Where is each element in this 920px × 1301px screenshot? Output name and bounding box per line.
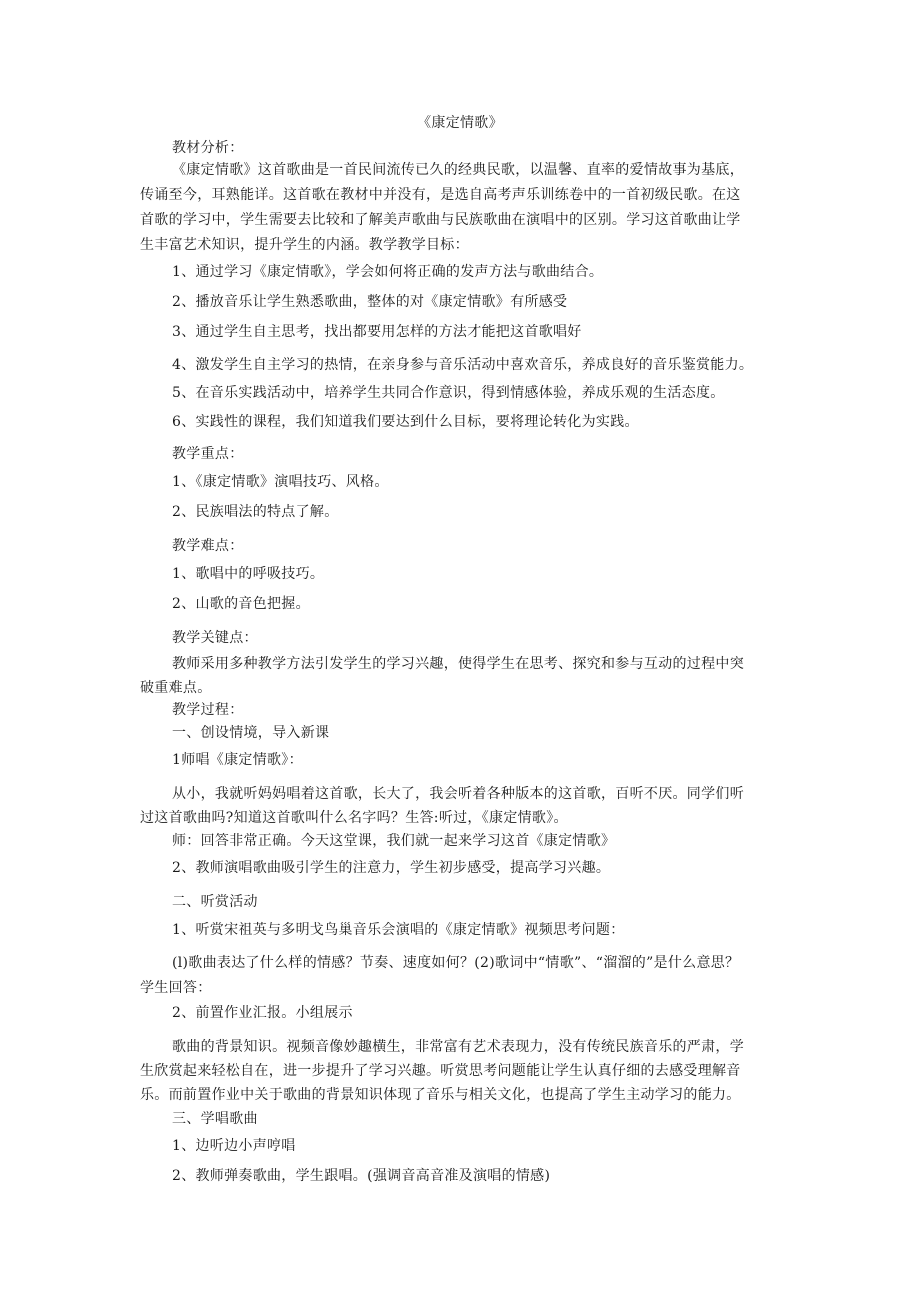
section-heading: 教学难点： (172, 538, 244, 554)
list-item: 1、通过学习《康定情歌》，学会如何将正确的发声方法与歌曲结合。 (172, 264, 604, 280)
list-item: 2、山歌的音色把握。 (172, 596, 310, 612)
subsection-heading: 一、创设情境，导入新课 (172, 725, 330, 741)
list-item: 1、《康定情歌》演唱技巧、风格。 (172, 474, 389, 490)
list-item: 1、歌唱中的呼吸技巧。 (172, 566, 325, 582)
paragraph-line: 破重难点。 (140, 680, 212, 696)
paragraph-line: 学生回答： (140, 980, 212, 996)
list-item: 2、民族唱法的特点了解。 (172, 504, 339, 520)
list-item: 4、激发学生自主学习的热情，在亲身参与音乐活动中喜欢音乐，养成良好的音乐鉴赏能力。 (172, 357, 754, 373)
paragraph-line: 《康定情歌》这首歌曲是一首民间流传已久的经典民歌，以温馨、直率的爱情故事为基底， (172, 162, 744, 178)
paragraph-line: 传诵至今，耳熟能详。这首歌在教材中并没有，是选自高考声乐训练卷中的一首初级民歌。在这 (140, 187, 741, 203)
section-heading: 教学重点： (172, 446, 244, 462)
paragraph-line: 师：回答非常正确。今天这堂课，我们就一起来学习这首《康定情歌》 (172, 833, 616, 849)
list-item: 2、教师弹奏歌曲，学生跟唱。(强调音高音准及演唱的情感) (172, 1168, 551, 1184)
subsection-heading: 三、学唱歌曲 (172, 1111, 258, 1127)
paragraph-line: 生丰富艺术知识，提升学生的内涵。教学教学目标： (140, 237, 469, 253)
section-heading: 教学关键点： (172, 630, 258, 646)
list-item: 3、通过学生自主思考，找出都要用怎样的方法才能把这首歌唱好 (172, 324, 582, 340)
list-item: 1、边听边小声哼唱 (172, 1138, 296, 1154)
paragraph-line: 过这首歌曲吗?知道这首歌叫什么名字吗？生答:听过，《康定情歌》。 (140, 810, 568, 826)
paragraph-line: 从小，我就听妈妈唱着这首歌，长大了，我会听着各种版本的这首歌，百听不厌。同学们听 (172, 786, 744, 802)
paragraph-line: 生欣赏起来轻松自在，进一步提升了学习兴趣。听赏思考问题能让学生认真仔细的去感受理解音 (140, 1063, 741, 1079)
paragraph-line: 1师唱《康定情歌》： (172, 752, 303, 768)
list-item: 2、前置作业汇报。小组展示 (172, 1005, 353, 1021)
section-heading: 教材分析： (172, 140, 244, 156)
paragraph-line: (l)歌曲表达了什么样的情感？节奏、速度如何？(2)歌词中“情歌”、“溜溜的”是什么意思？ (172, 955, 740, 971)
document-title: 《康定情歌》 (417, 115, 503, 131)
paragraph-line: 教师采用多种教学方法引发学生的学习兴趣，使得学生在思考、探究和参与互动的过程中突 (172, 656, 744, 672)
paragraph-line: 乐。而前置作业中关于歌曲的背景知识体现了音乐与相关文化，也提高了学生主动学习的能力。 (140, 1087, 741, 1103)
list-item: 2、教师演唱歌曲吸引学生的注意力，学生初步感受，提高学习兴趣。 (172, 860, 611, 876)
paragraph-line: 首歌的学习中，学生需要去比较和了解美声歌曲与民族歌曲在演唱中的区别。学习这首歌曲让学 (140, 212, 741, 228)
list-item: 1、听赏宋祖英与多明戈鸟巢音乐会演唱的《康定情歌》视频思考问题： (172, 922, 625, 938)
section-heading: 教学过程： (172, 702, 244, 718)
list-item: 2、播放音乐让学生熟悉歌曲，整体的对《康定情歌》有所感受 (172, 294, 568, 310)
list-item: 5、在音乐实践活动中，培养学生共同合作意识，得到情感体验，养成乐观的生活态度。 (172, 385, 725, 401)
list-item: 6、实践性的课程，我们知道我们要达到什么目标，要将理论转化为实践。 (172, 414, 639, 430)
paragraph-line: 歌曲的背景知识。视频音像妙趣横生，非常富有艺术表现力，没有传统民族音乐的严肃，学 (172, 1039, 744, 1055)
subsection-heading: 二、听赏活动 (172, 894, 258, 910)
